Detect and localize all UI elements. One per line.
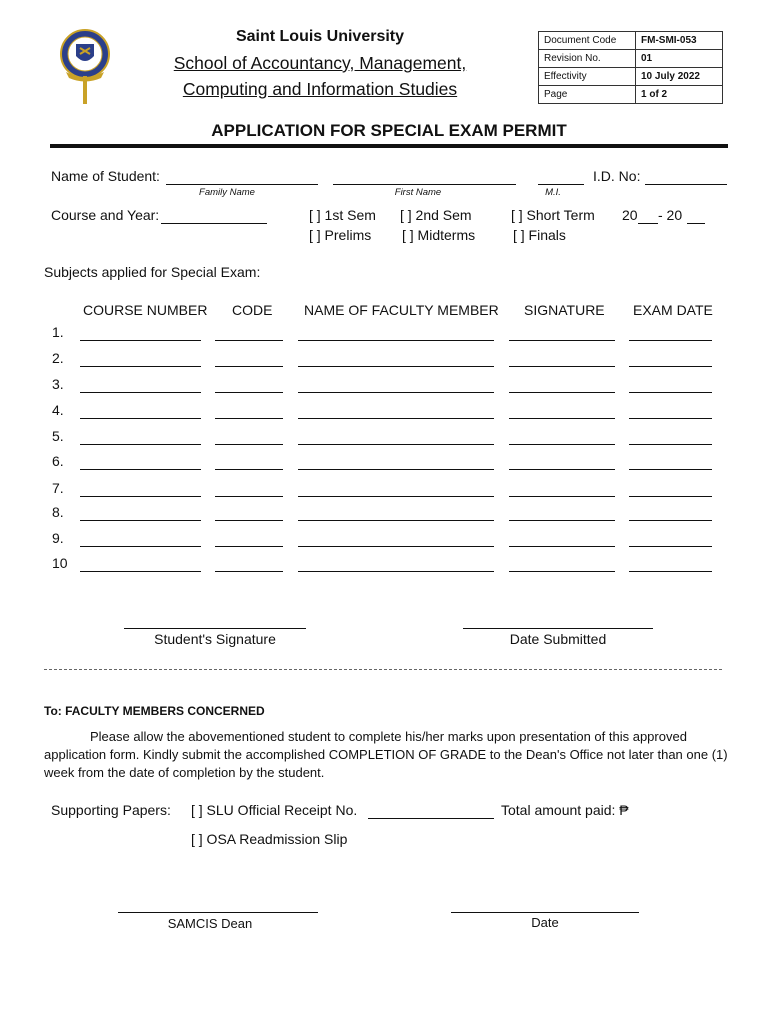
column-faculty-name: NAME OF FACULTY MEMBER xyxy=(304,302,499,318)
doc-info-value: FM-SMI-053 xyxy=(636,32,723,50)
code-field[interactable] xyxy=(215,546,283,547)
signature-field[interactable] xyxy=(509,366,615,367)
first-name-caption: First Name xyxy=(394,187,442,198)
student-signature-label: Student's Signature xyxy=(154,631,276,647)
row-number: 3. xyxy=(52,376,64,392)
course-number-field[interactable] xyxy=(80,366,201,367)
exam-date-field[interactable] xyxy=(629,469,712,470)
doc-info-row xyxy=(539,50,723,68)
doc-info-row xyxy=(539,68,723,86)
option-prelims[interactable]: [ ] Prelims xyxy=(309,227,372,243)
course-number-field[interactable] xyxy=(80,469,201,470)
school-name-line1: School of Accountancy, Management, xyxy=(173,53,467,73)
family-name-field[interactable] xyxy=(166,184,318,185)
faculty-name-field[interactable] xyxy=(298,520,494,521)
doc-info-key: Effectivity xyxy=(539,68,636,86)
option-midterms[interactable]: [ ] Midterms xyxy=(402,227,476,243)
course-number-field[interactable] xyxy=(80,418,201,419)
row-number: 6. xyxy=(52,453,64,469)
code-field[interactable] xyxy=(215,571,283,572)
doc-info-key: Revision No. xyxy=(539,50,636,68)
row-number: 10 xyxy=(52,555,68,571)
doc-info-key: Page xyxy=(539,86,636,104)
faculty-name-field[interactable] xyxy=(298,469,494,470)
faculty-name-field[interactable] xyxy=(298,340,494,341)
school-name xyxy=(140,50,500,102)
row-number: 9. xyxy=(52,530,64,546)
form-title: APPLICATION FOR SPECIAL EXAM PERMIT xyxy=(211,121,567,140)
dean-label: SAMCIS Dean xyxy=(167,916,253,931)
faculty-name-field[interactable] xyxy=(298,571,494,572)
course-year-label: Course and Year: xyxy=(51,207,160,223)
course-number-field[interactable] xyxy=(80,340,201,341)
paragraph-line-2: application form. Kindly submit the accomplished COMPLETION OF GRADE to the Dean's Office not later than one (1) xyxy=(44,747,728,762)
receipt-number-field[interactable] xyxy=(368,818,494,819)
doc-info-row xyxy=(539,86,723,104)
course-number-field[interactable] xyxy=(80,392,201,393)
row-number: 8. xyxy=(52,504,64,520)
document-info-table xyxy=(538,31,723,104)
faculty-name-field[interactable] xyxy=(298,418,494,419)
signature-field[interactable] xyxy=(509,340,615,341)
code-field[interactable] xyxy=(215,469,283,470)
option-osa-readmission[interactable]: [ ] OSA Readmission Slip xyxy=(191,831,348,847)
faculty-instruction-paragraph xyxy=(44,728,734,782)
doc-info-value: 10 July 2022 xyxy=(636,68,723,86)
course-number-field[interactable] xyxy=(80,520,201,521)
signature-field[interactable] xyxy=(509,520,615,521)
doc-info-row xyxy=(539,32,723,50)
code-field[interactable] xyxy=(215,392,283,393)
exam-date-field[interactable] xyxy=(629,571,712,572)
faculty-name-field[interactable] xyxy=(298,392,494,393)
option-2nd-sem[interactable]: [ ] 2nd Sem xyxy=(400,207,472,223)
code-field[interactable] xyxy=(215,418,283,419)
faculty-name-field[interactable] xyxy=(298,496,494,497)
row-number: 4. xyxy=(52,402,64,418)
paragraph-line-3: week from the date of completion by the student. xyxy=(44,765,325,780)
exam-date-field[interactable] xyxy=(629,546,712,547)
family-name-caption: Family Name xyxy=(199,187,255,198)
university-name: Saint Louis University xyxy=(235,28,405,45)
school-name-line2: Computing and Information Studies xyxy=(182,79,458,99)
title-rule xyxy=(50,144,728,148)
code-field[interactable] xyxy=(215,340,283,341)
signature-field[interactable] xyxy=(509,469,615,470)
school-year-prefix: 20 xyxy=(622,207,638,223)
row-number: 7. xyxy=(52,480,64,496)
dean-date-label: Date xyxy=(531,915,559,930)
student-signature-line[interactable] xyxy=(124,628,306,629)
signature-field[interactable] xyxy=(509,546,615,547)
course-year-field[interactable] xyxy=(161,223,267,224)
exam-date-field[interactable] xyxy=(629,366,712,367)
column-code: CODE xyxy=(232,302,273,318)
row-number: 5. xyxy=(52,428,64,444)
column-course-number: COURSE NUMBER xyxy=(83,302,208,318)
doc-info-value: 1 of 2 xyxy=(636,86,723,104)
row-number: 2. xyxy=(52,350,64,366)
subjects-heading: Subjects applied for Special Exam: xyxy=(44,264,261,280)
exam-date-field[interactable] xyxy=(629,392,712,393)
doc-info-key: Document Code xyxy=(539,32,636,50)
code-field[interactable] xyxy=(215,366,283,367)
option-finals[interactable]: [ ] Finals xyxy=(513,227,566,243)
school-year-start-field[interactable] xyxy=(638,223,658,224)
first-name-field[interactable] xyxy=(333,184,516,185)
faculty-name-field[interactable] xyxy=(298,444,494,445)
exam-date-field[interactable] xyxy=(629,444,712,445)
signature-field[interactable] xyxy=(509,496,615,497)
exam-date-field[interactable] xyxy=(629,340,712,341)
code-field[interactable] xyxy=(215,520,283,521)
doc-info-value: 01 xyxy=(636,50,723,68)
student-name-label: Name of Student: xyxy=(51,168,160,184)
mi-caption: M.I. xyxy=(545,187,561,198)
dean-date-line[interactable] xyxy=(451,912,639,913)
cut-line-divider xyxy=(44,669,722,670)
code-field[interactable] xyxy=(215,444,283,445)
exam-date-field[interactable] xyxy=(629,496,712,497)
middle-initial-field[interactable] xyxy=(538,184,584,185)
course-number-field[interactable] xyxy=(80,546,201,547)
id-number-field[interactable] xyxy=(645,184,727,185)
course-number-field[interactable] xyxy=(80,496,201,497)
signature-field[interactable] xyxy=(509,392,615,393)
course-number-field[interactable] xyxy=(80,571,201,572)
column-exam-date: EXAM DATE xyxy=(633,302,713,318)
faculty-name-field[interactable] xyxy=(298,546,494,547)
signature-field[interactable] xyxy=(509,444,615,445)
row-number: 1. xyxy=(52,324,64,340)
faculty-name-field[interactable] xyxy=(298,366,494,367)
option-1st-sem[interactable]: [ ] 1st Sem xyxy=(309,207,376,223)
total-amount-label: Total amount paid: ₱ xyxy=(501,802,629,818)
university-seal-logo xyxy=(58,28,112,106)
signature-field[interactable] xyxy=(509,571,615,572)
paragraph-line-1: Please allow the abovementioned student to complete his/her marks upon presentation of this approved xyxy=(90,729,687,744)
date-submitted-line[interactable] xyxy=(463,628,653,629)
signature-field[interactable] xyxy=(509,418,615,419)
course-number-field[interactable] xyxy=(80,444,201,445)
column-signature: SIGNATURE xyxy=(524,302,605,318)
exam-date-field[interactable] xyxy=(629,418,712,419)
school-year-end-field[interactable] xyxy=(687,223,705,224)
option-official-receipt[interactable]: [ ] SLU Official Receipt No. xyxy=(191,802,358,818)
code-field[interactable] xyxy=(215,496,283,497)
school-year-mid: - 20 xyxy=(658,207,683,223)
supporting-papers-label: Supporting Papers: xyxy=(51,802,171,818)
date-submitted-label: Date Submitted xyxy=(509,631,607,647)
exam-date-field[interactable] xyxy=(629,520,712,521)
faculty-section-heading: To: FACULTY MEMBERS CONCERNED xyxy=(44,704,265,718)
id-number-label: I.D. No: xyxy=(593,168,641,184)
dean-signature-line[interactable] xyxy=(118,912,318,913)
option-short-term[interactable]: [ ] Short Term xyxy=(511,207,595,223)
